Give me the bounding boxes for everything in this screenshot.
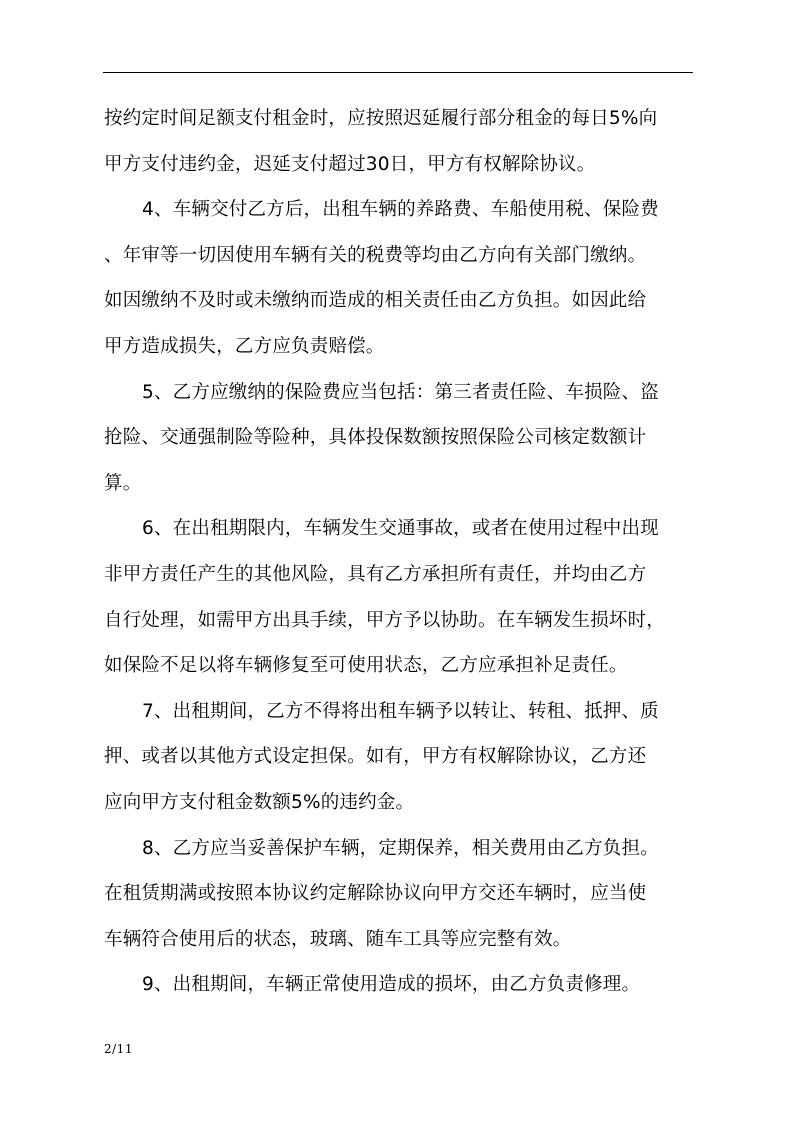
paragraph-start-line: 5、乙方应缴纳的保险费应当包括：第三者责任险、车损险、盗 (142, 381, 659, 403)
text-line: 算。 (104, 472, 142, 494)
paragraph-start-line: 6、在出租期限内，车辆发生交通事故，或者在使用过程中出现 (142, 518, 659, 540)
text-line: 自行处理，如需甲方出具手续，甲方予以协助。在车辆发生损坏时， (104, 609, 666, 631)
paragraph-start-line: 9、出租期间，车辆正常使用造成的损坏，由乙方负责修理。 (142, 974, 641, 996)
header-rule (103, 72, 693, 73)
paragraph-start-line: 7、出租期间，乙方不得将出租车辆予以转让、转租、抵押、质 (142, 700, 659, 722)
text-line: 应向甲方支付租金数额5%的违约金。 (104, 791, 415, 813)
page-number: 2/11 (104, 1042, 133, 1056)
text-line: 如因缴纳不及时或未缴纳而造成的相关责任由乙方负担。如因此给 (104, 290, 647, 312)
text-line: 按约定时间足额支付租金时，应按照迟延履行部分租金的每日5%向 (104, 108, 658, 129)
document-body (104, 96, 696, 1008)
paragraph-start-line: 4、车辆交付乙方后，出租车辆的养路费、车船使用税、保险费 (142, 199, 659, 221)
text-line: 如保险不足以将车辆修复至可使用状态，乙方应承担补足责任。 (104, 655, 628, 677)
text-line: 非甲方责任产生的其他风险，具有乙方承担所有责任，并均由乙方 (104, 563, 647, 585)
text-line: 甲方支付违约金，迟延支付超过30日，甲方有权解除协议。 (104, 153, 596, 175)
text-line: 押、或者以其他方式设定担保。如有，甲方有权解除协议，乙方还 (104, 746, 647, 768)
text-line: 、年审等一切因使用车辆有关的税费等均由乙方向有关部门缴纳。 (104, 244, 647, 266)
text-line: 抢险、交通强制险等险种，具体投保数额按照保险公司核定数额计 (104, 427, 647, 449)
text-line: 在租赁期满或按照本协议约定解除协议向甲方交还车辆时，应当使 (104, 883, 647, 905)
paragraph-start-line: 8、乙方应当妥善保护车辆，定期保养，相关费用由乙方负担。 (142, 837, 659, 859)
text-line: 甲方造成损失，乙方应负责赔偿。 (104, 335, 385, 357)
text-line: 车辆符合使用后的状态，玻璃、随车工具等应完整有效。 (104, 928, 572, 950)
